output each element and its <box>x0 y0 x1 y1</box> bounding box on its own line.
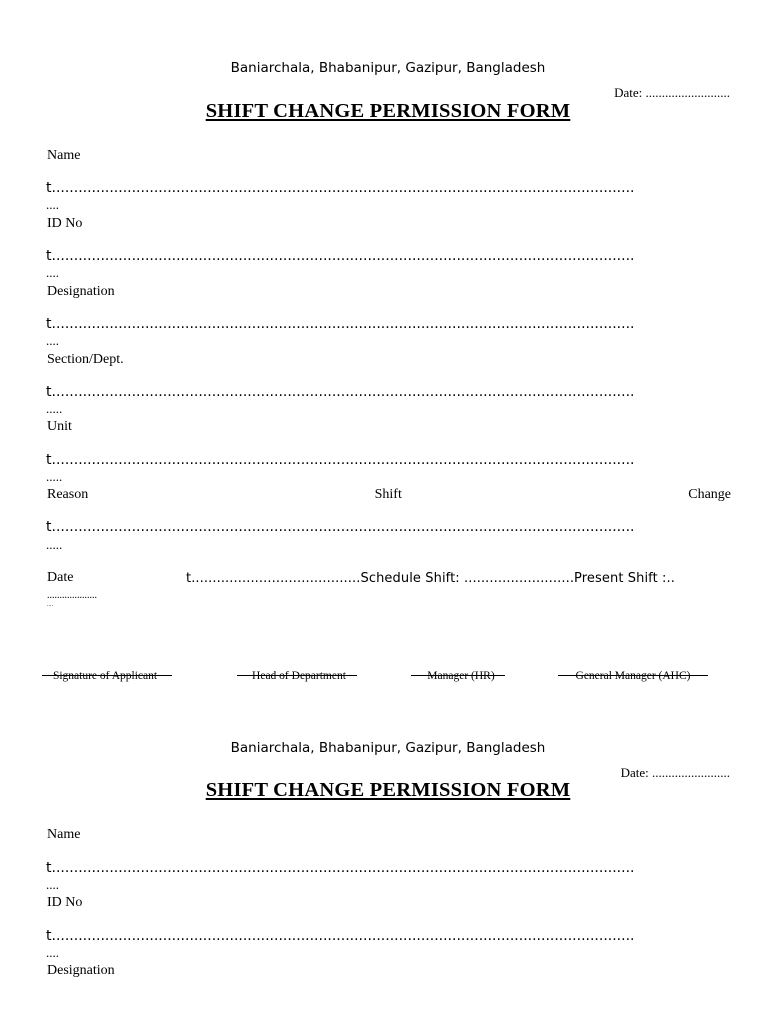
form-title: SHIFT CHANGE PERMISSION FORM <box>205 100 571 122</box>
signature-general-manager: General Manager (AHC) <box>575 670 691 682</box>
reason-field[interactable]: t................................................................................................................................... <box>46 519 635 535</box>
section-dept-label: Section/Dept. <box>47 352 124 367</box>
id-no-field-2[interactable]: t................................................................................................................................... <box>46 928 635 944</box>
date-field[interactable]: Date: .......................... <box>614 85 730 100</box>
name-field-continuation: .... <box>46 197 59 212</box>
name-field-2[interactable]: t................................................................................................................................... <box>46 860 635 876</box>
id-no-field-continuation: .... <box>46 265 59 280</box>
unit-field[interactable]: t................................................................................................................................... <box>46 452 635 468</box>
section-dept-field-continuation: ..... <box>46 401 63 416</box>
reason-field-continuation: ..... <box>46 537 63 552</box>
signature-manager-hr: Manager (HR) <box>427 670 495 682</box>
section-dept-field[interactable]: t................................................................................................................................... <box>46 384 635 400</box>
id-no-field-continuation-2: .... <box>46 945 59 960</box>
signature-applicant: Signature of Applicant <box>52 670 158 682</box>
name-label-2: Name <box>47 827 81 842</box>
name-field[interactable]: t................................................................................................................................... <box>46 180 635 196</box>
company-address-2: Baniarchala, Bhabanipur, Gazipur, Bangladesh <box>230 740 546 756</box>
name-label: Name <box>47 148 81 163</box>
id-no-label-2: ID No <box>47 895 83 910</box>
unit-field-continuation: ..... <box>46 469 63 484</box>
change-label: Change <box>688 487 731 502</box>
designation-label-2: Designation <box>47 963 115 978</box>
reason-label-row <box>47 487 731 503</box>
date-row-continuation: .................... <box>47 590 97 601</box>
unit-label: Unit <box>47 419 72 434</box>
date-row-continuation-2: .... <box>47 602 53 608</box>
reason-label: Reason <box>47 487 89 502</box>
designation-field[interactable]: t................................................................................................................................... <box>46 316 635 332</box>
id-no-field[interactable]: t................................................................................................................................... <box>46 248 635 264</box>
shift-label: Shift <box>374 487 402 502</box>
designation-label: Designation <box>47 284 115 299</box>
name-field-continuation-2: .... <box>46 877 59 892</box>
form-title-2: SHIFT CHANGE PERMISSION FORM <box>205 779 571 801</box>
date-row-label: Date <box>47 570 74 585</box>
designation-field-continuation: .... <box>46 333 59 348</box>
id-no-label: ID No <box>47 216 83 231</box>
company-address: Baniarchala, Bhabanipur, Gazipur, Bangladesh <box>230 60 546 76</box>
signature-head-of-department: Head of Department <box>252 670 346 682</box>
shift-schedule-field[interactable]: t........................................Schedule Shift: ..........................Present Shift :.. <box>186 571 675 586</box>
date-field-2[interactable]: Date: ........................ <box>620 765 730 780</box>
